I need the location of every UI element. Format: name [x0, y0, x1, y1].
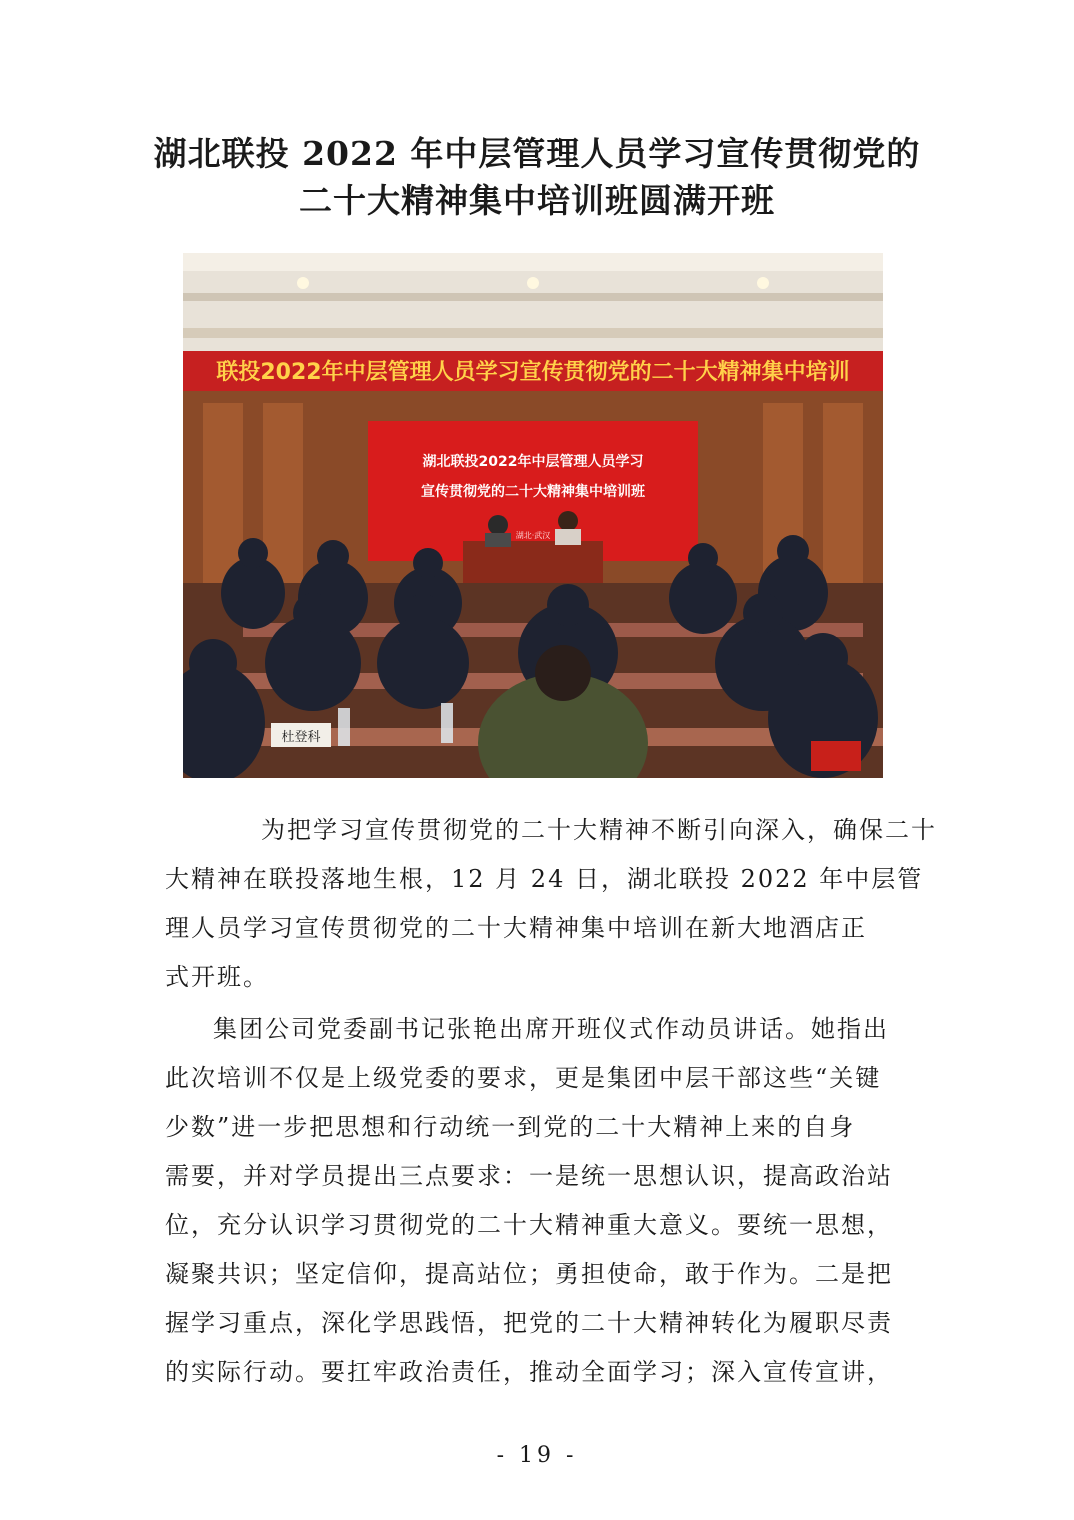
paragraph-line: 位，充分认识学习贯彻党的二十大精神重大意义。要统一思想，: [165, 1211, 893, 1239]
banner-text: 联投2022年中层管理人员学习宣传贯彻党的二十大精神集中培训: [216, 360, 850, 385]
paragraph-line: 握学习重点，深化学思践悟，把党的二十大精神转化为履职尽责: [165, 1309, 893, 1337]
paragraph-1: [165, 806, 937, 1002]
paragraph-line: 理人员学习宣传贯彻党的二十大精神集中培训在新大地酒店正: [165, 914, 867, 942]
name-card: 杜登科: [281, 730, 321, 745]
title-line-1: 湖北联投 2022 年中层管理人员学习宣传贯彻党的: [153, 134, 921, 173]
document-title: [0, 130, 1074, 224]
paragraph-2: [165, 1005, 913, 1397]
paragraph-line: 的实际行动。要扛牢政治责任，推动全面学习；深入宣传宣讲，: [165, 1358, 893, 1386]
paragraph-line: 凝聚共识；坚定信仰，提高站位；勇担使命，敢于作为。二是把: [165, 1260, 893, 1288]
paragraph-line: 此次培训不仅是上级党委的要求，更是集团中层干部这些“关键: [165, 1064, 882, 1092]
paragraph-line: 集团公司党委副书记张艳出席开班仪式作动员讲话。她指出: [213, 1015, 889, 1043]
page-number: - 19 -: [496, 1443, 578, 1468]
paragraph-line: 少数”进一步把思想和行动统一到党的二十大精神上来的自身: [165, 1113, 856, 1141]
screen-line-1: 湖北联投2022年中层管理人员学习: [422, 454, 644, 470]
screen-footer: 湖北·武汉: [515, 531, 551, 540]
paragraph-line: 式开班。: [165, 963, 269, 991]
screen-line-2: 宣传贯彻党的二十大精神集中培训班: [421, 484, 645, 500]
title-line-2: 二十大精神集中培训班圆满开班: [299, 181, 775, 220]
paragraph-line: 大精神在联投落地生根，12 月 24 日，湖北联投 2022 年中层管: [165, 865, 924, 893]
paragraph-line: 需要，并对学员提出三点要求：一是统一思想认识，提高政治站: [165, 1162, 893, 1190]
meeting-photo: [183, 253, 883, 778]
paragraph-line: 为把学习宣传贯彻党的二十大精神不断引向深入，确保二十: [261, 816, 937, 844]
